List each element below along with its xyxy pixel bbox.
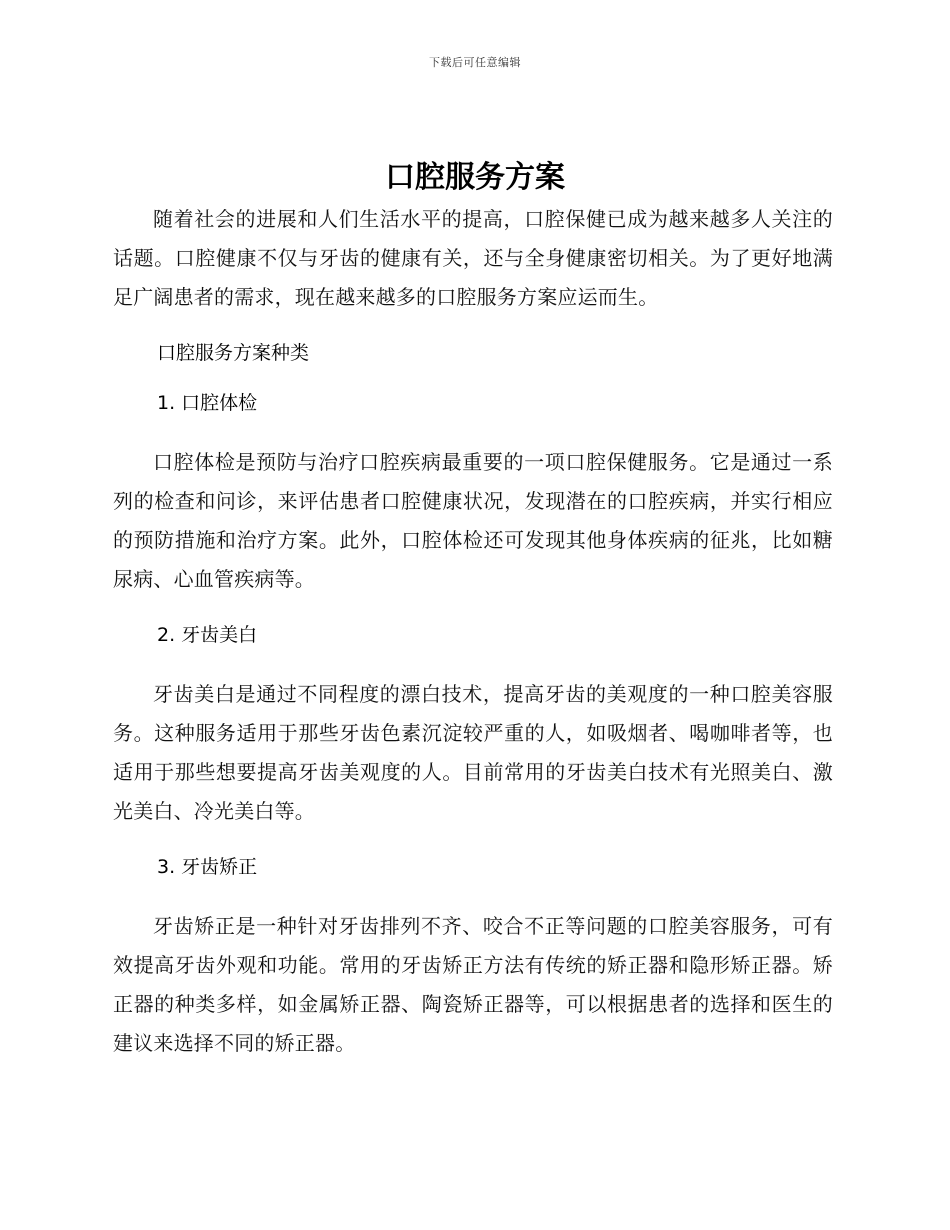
subsection-heading-3: 3. 牙齿矫正 — [157, 856, 258, 878]
document-body — [113, 200, 833, 1063]
intro-paragraph: 随着社会的进展和人们生活水平的提高，口腔保健已成为越来越多人关注的话题。口腔健康不仅与牙齿的健康有关，还与全身健康密切相关。为了更好地满足广阔患者的需求，现在越来越多的口腔服务方案应运而生。 — [113, 207, 833, 309]
subsection-body-2: 牙齿美白是通过不同程度的漂白技术，提高牙齿的美观度的一种口腔美容服务。这种服务适用于那些牙齿色素沉淀较严重的人，如吸烟者、喝咖啡者等，也适用于那些想要提高牙齿美观度的人。目前常用的牙齿美白技术有光照美白、激光美白、冷光美白等。 — [113, 682, 833, 823]
document-title: 口腔服务方案 — [385, 160, 565, 195]
subsection-body-3: 牙齿矫正是一种针对牙齿排列不齐、咬合不正等问题的口腔美容服务，可有效提高牙齿外观和功能。常用的牙齿矫正方法有传统的矫正器和隐形矫正器。矫正器的种类多样，如金属矫正器、陶瓷矫正器等，可以根据患者的选择和医生的建议来选择不同的矫正器。 — [113, 914, 833, 1055]
subsection-heading-1: 1. 口腔体检 — [157, 392, 258, 414]
subsection-heading-2: 2. 牙齿美白 — [157, 624, 258, 646]
subsection-body-1: 口腔体检是预防与治疗口腔疾病最重要的一项口腔保健服务。它是通过一系列的检查和问诊，来评估患者口腔健康状况，发现潜在的口腔疾病，并实行相应的预防措施和治疗方案。此外，口腔体检还可发现其他身体疾病的征兆，比如糖尿病、心血管疾病等。 — [113, 450, 833, 591]
section-heading: 口腔服务方案种类 — [157, 342, 310, 364]
header-note: 下载后可任意编辑 — [429, 56, 521, 69]
